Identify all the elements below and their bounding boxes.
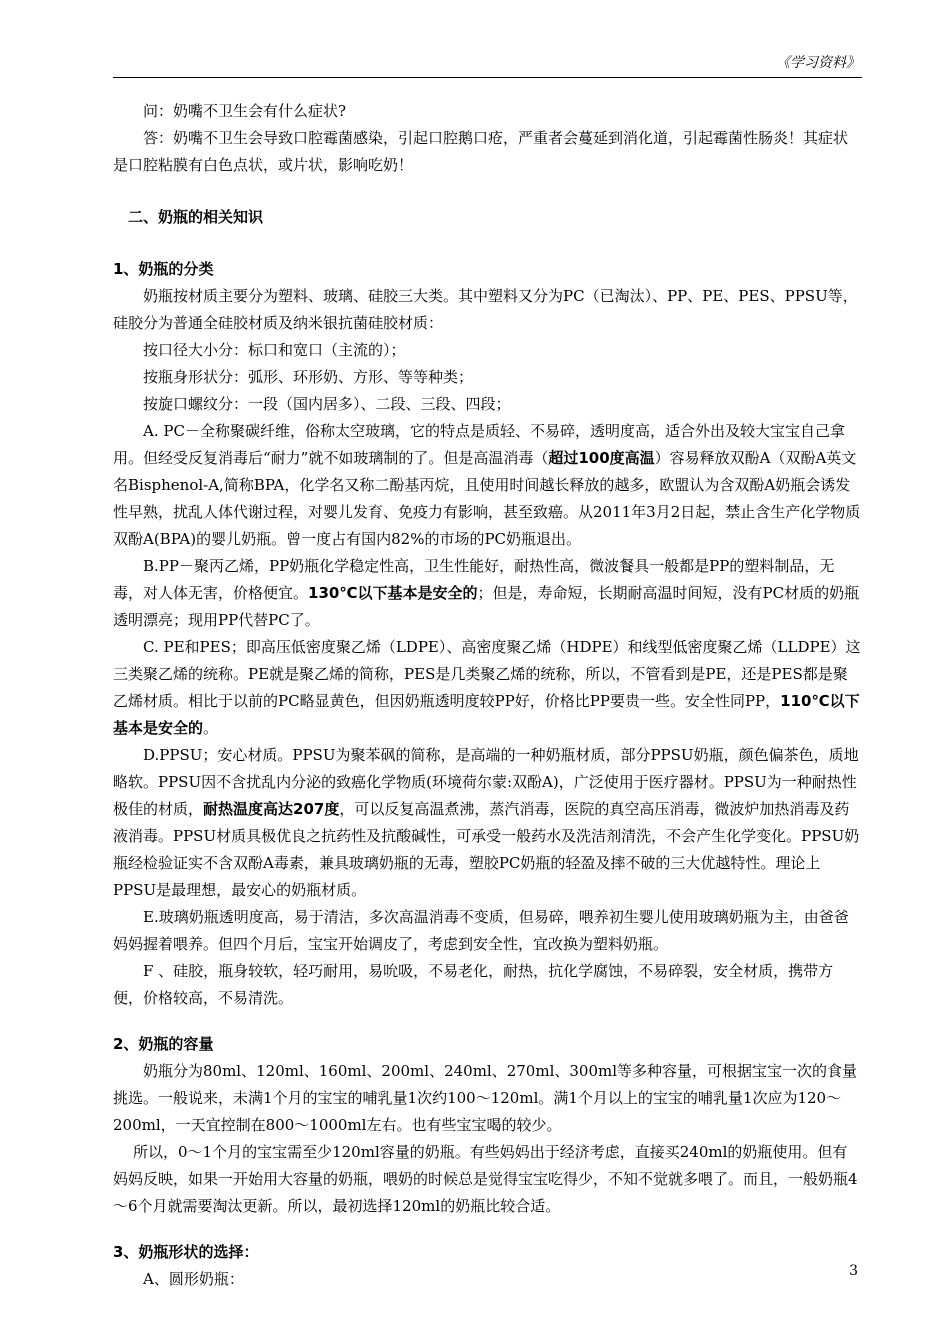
shape-item-round: A、圆形奶瓶：: [143, 1270, 244, 1288]
subsection-heading-shape: 3、奶瓶形状的选择：: [113, 1243, 259, 1261]
material-pp-highlight: 130℃以下基本是安全的: [308, 584, 478, 602]
classification-by-thread: 按旋口螺纹分：一段（国内居多）、二段、三段、四段；: [143, 395, 511, 413]
material-pp-text-1: B.PP－聚丙乙烯，PP奶瓶化学稳定性高，卫生性能好，耐热性高，微波餐具一般都是PP的塑料制品，无毒，对人体无害，价格便宜。: [113, 557, 835, 602]
capacity-paragraph-2: 所以，0～1个月的宝宝需至少120ml容量的奶瓶。有些妈妈出于经济考虑，直接买240ml的奶瓶使用。但有妈妈反映，如果一开始用大容量的奶瓶，喂奶的时候总是觉得宝宝吃得少，不知不觉就多喂了。而且，一般奶瓶4～6个月就需要淘汰更新。所以，最初选择120ml的奶瓶比较合适。: [113, 1143, 858, 1215]
material-ppsu-highlight: 耐热温度高达207度: [203, 800, 340, 818]
page-number: 3: [849, 1263, 858, 1279]
material-ppsu-paragraph: [113, 742, 862, 904]
classification-intro: 奶瓶按材质主要分为塑料、玻璃、硅胶三大类。其中塑料又分为PC（已淘汰）、PP、PE、PES、PPSU等，硅胶分为普通全硅胶材质及纳米银抗菌硅胶材质：: [113, 287, 858, 332]
material-pc-text-2: ）容易释放双酚A（双酚A英文名Bisphenol-A,简称BPA，化学名又称二酚基丙烷，且使用时间越长释放的越多，欧盟认为含双酚A奶瓶会诱发性早熟，扰乱人体代谢过程，对婴儿发育、免疫力有影响，甚至致癌。从2011年3月2日起，禁止含生产化学物质双酚A(BPA)的婴儿奶瓶。曾一度占有国内82%的市场的PC奶瓶退出。: [113, 449, 861, 548]
material-pe-text-2: 。: [203, 719, 219, 737]
material-ppsu-text-1: D.PPSU；安心材质。PPSU为聚苯砜的简称，是高端的一种奶瓶材质，部分PPSU奶瓶，颜色偏茶色，质地略软。PPSU因不含扰乱内分泌的致癌化学物质(环境荷尔蒙:双酚A)，广泛使用于医疗器材。PPSU为一种耐热性极佳的材质，: [113, 746, 859, 818]
subsection-heading-capacity: 2、奶瓶的容量: [113, 1035, 214, 1053]
document-body: [113, 98, 862, 1293]
material-pe-paragraph: [113, 634, 862, 742]
material-pc-text-1: A. PC－全称聚碳纤维，俗称太空玻璃，它的特点是质轻、不易碎，透明度高，适合外出及较大宝宝自己拿用。但经受反复消毒后“耐力”就不如玻璃制的了。但是高温消毒（: [113, 422, 845, 467]
material-pe-highlight: 110℃以下基本是安全的: [113, 692, 860, 737]
classification-by-shape: 按瓶身形状分：弧形、环形奶、方形、等等种类；: [143, 368, 474, 386]
header-rule: [113, 77, 862, 78]
material-pc-highlight: 超过100度高温: [548, 449, 655, 467]
classification-by-mouth: 按口径大小分：标口和宽口（主流的）；: [143, 341, 406, 359]
answer-paragraph: 答：奶嘴不卫生会导致口腔霉菌感染，引起口腔鹅口疮，严重者会蔓延到消化道，引起霉菌性肠炎！其症状是口腔粘膜有白色点状，或片状，影响吃奶！: [113, 129, 849, 174]
capacity-paragraph-1: 奶瓶分为80ml、120ml、160ml、200ml、240ml、270ml、300ml等多种容量，可根据宝宝一次的食量挑选。一般说来，未满1个月的宝宝的哺乳量1次约100～120ml。满1个月以上的宝宝的哺乳量1次应为120～200ml，一天宜控制在800～1000ml左右。也有些宝宝喝的较少。: [113, 1062, 858, 1134]
subsection-heading-classification: 1、奶瓶的分类: [113, 260, 214, 278]
material-ppsu-text-2: ，可以反复高温煮沸，蒸汽消毒，医院的真空高压消毒，微波炉加热消毒及药液消毒。PPSU材质具极优良之抗药性及抗酸碱性，可承受一般药水及洗洁剂清洗，不会产生化学变化。PPSU奶瓶经检验证实不含双酚A毒素，兼具玻璃奶瓶的无毒，塑胶PC奶瓶的轻盈及摔不破的三大优越特性。理论上PPSU是最理想，最安心的奶瓶材质。: [113, 800, 860, 899]
material-pc-paragraph: [113, 418, 862, 553]
material-pe-text-1: C. PE和PES；即高压低密度聚乙烯（LDPE）、高密度聚乙烯（HDPE）和线型低密度聚乙烯（LLDPE）这三类聚乙烯的统称。PE就是聚乙烯的简称，PES是几类聚乙烯的统称，所以，不管看到是PE，还是PES都是聚乙烯材质。相比于以前的PC略显黄色，但因奶瓶透明度较PP好，价格比PP要贵一些。安全性同PP，: [113, 638, 861, 710]
section-heading: 二、奶瓶的相关知识: [128, 208, 264, 226]
question-paragraph: 问：奶嘴不卫生会有什么症状?: [143, 102, 347, 120]
material-glass-paragraph: E.玻璃奶瓶透明度高，易于清洁，多次高温消毒不变质，但易碎，喂养初生婴儿使用玻璃奶瓶为主，由爸爸妈妈握着喂养。但四个月后，宝宝开始调皮了，考虑到安全性，宜改换为塑料奶瓶。: [113, 908, 849, 953]
material-silicone-paragraph: F 、硅胶，瓶身较软，轻巧耐用，易吮吸，不易老化，耐热，抗化学腐蚀，不易碎裂，安全材质，携带方便，价格较高，不易清洗。: [113, 962, 834, 1007]
material-pp-text-2: ；但是，寿命短，长期耐高温时间短，没有PC材质的奶瓶透明漂亮；现用PP代替PC了。: [113, 584, 860, 629]
material-pp-paragraph: [113, 553, 862, 634]
running-header: 《学习资料》: [776, 55, 860, 71]
